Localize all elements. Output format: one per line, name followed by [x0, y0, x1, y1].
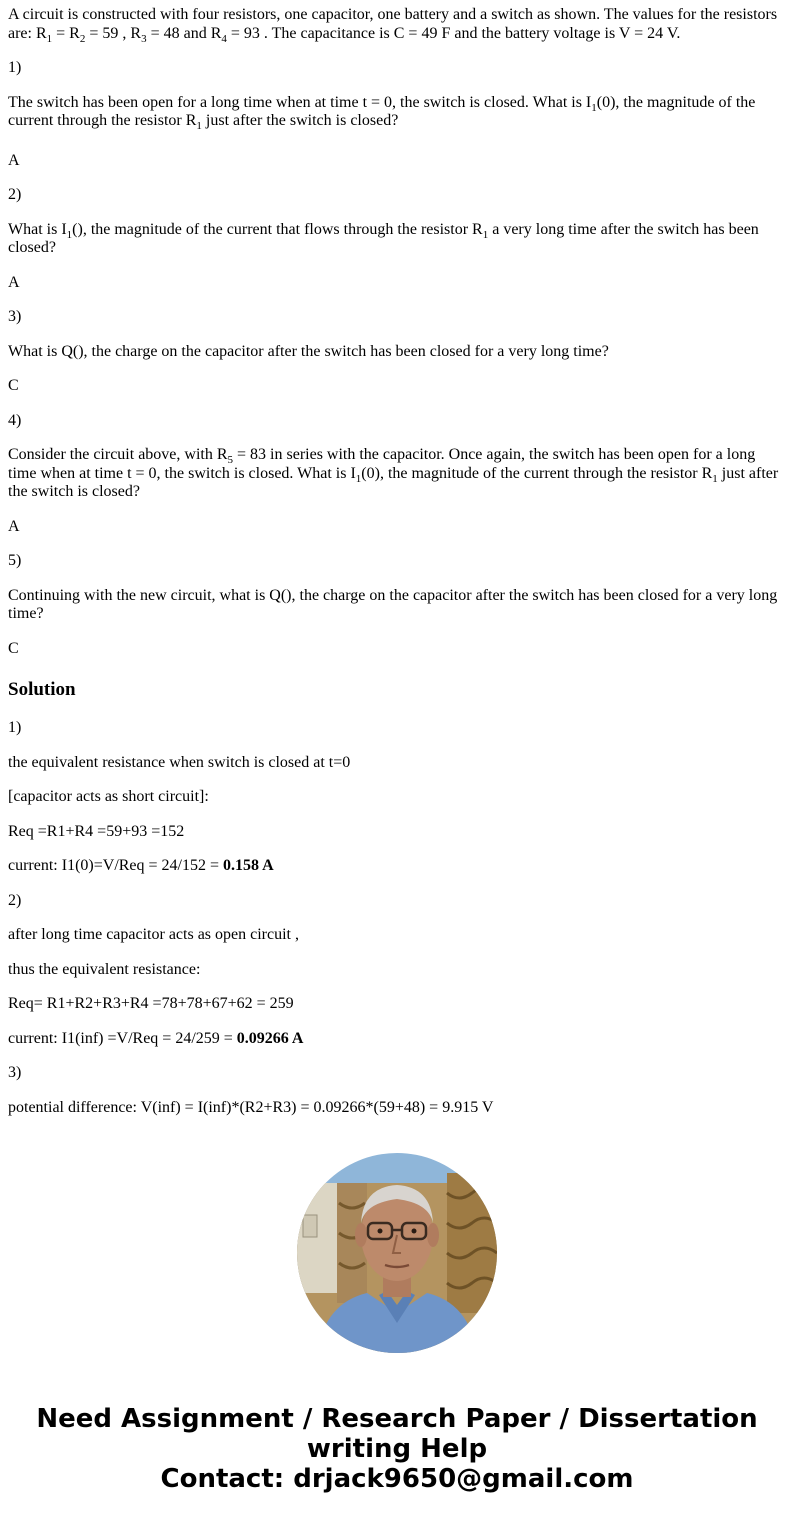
question-4-number: 4)	[8, 411, 22, 429]
question-1-unit: A	[8, 151, 20, 169]
solution-3-line-1: potential difference: V(inf) = I(inf)*(R2+R3) = 0.09266*(59+48) = 9.915 V	[8, 1098, 494, 1116]
contact-banner-line-1: Need Assignment / Research Paper / Dissertation	[36, 1404, 758, 1434]
problem-intro: A circuit is constructed with four resistors, one capacitor, one battery and a switch as shown. The values for the resistors are: $R_1 = R_2 = 59$ , $R_3 = 48$ and $R_4 = 93$ . The capacitance is C = 49 F and the battery voltage is V = 24 V.	[8, 6, 778, 45]
author-photo	[297, 1153, 497, 1353]
author-photo-illustration	[297, 1153, 497, 1353]
contact-banner	[0, 1404, 794, 1494]
solution-2-line-3: Req= R1+R2+R3+R4 =78+78+67+62 = 259	[8, 995, 294, 1012]
question-2-unit: A	[8, 273, 20, 291]
question-1-text: The switch has been open for a long time when at time t = 0, the switch is closed. What is $I_1(0)$, the magnitude of the current through the resistor $R_1$ just after the switch is closed?	[8, 93, 756, 132]
solution-3-number: 3)	[8, 1064, 22, 1081]
question-4-text: Consider the circuit above, with $R_5 = 83$ in series with the capacitor. Once again, the switch has been open for a long time when at time t = 0, the switch is closed. What is $I_1(0)$, the magnitude of the current through the resistor $R_1$ just after the switch is closed?	[8, 446, 779, 500]
solution-2-line-1: after long time capacitor acts as open circuit ,	[8, 926, 299, 943]
question-3-number: 3)	[8, 308, 22, 325]
question-5-number: 5)	[8, 552, 22, 569]
question-3-unit: C	[8, 377, 19, 394]
solution-1-line-2: [capacitor acts as short circuit]:	[8, 788, 209, 805]
contact-banner-line-3: Contact: drjack9650@gmail.com	[160, 1464, 634, 1494]
solution-1-line-4: current: I1(0)=V/Req = 24/152 = 0.158 A	[8, 857, 274, 874]
question-2-number: 2)	[8, 186, 22, 203]
question-2-text: What is $I_1()$, the magnitude of the current that flows through the resistor $R_1$ a very long time after the switch has been closed?	[8, 220, 759, 256]
question-1-number: 1)	[8, 59, 22, 76]
question-3-text: What is Q(), the charge on the capacitor after the switch has been closed for a very long time?	[8, 342, 609, 360]
contact-banner-line-2: writing Help	[306, 1434, 488, 1464]
solution-1-number: 1)	[8, 719, 22, 736]
solution-1-line-1: the equivalent resistance when switch is closed at t=0	[8, 753, 351, 771]
question-5-unit: C	[8, 639, 19, 657]
solution-1-line-3: Req =R1+R4 =59+93 =152	[8, 822, 185, 840]
question-4-unit: A	[8, 517, 20, 535]
solution-2-line-2: thus the equivalent resistance:	[8, 960, 201, 978]
question-5-text: Continuing with the new circuit, what is Q(), the charge on the capacitor after the switch has been closed for a very long time?	[8, 586, 778, 622]
solution-1-answer: 0.158 A	[223, 857, 274, 874]
solution-2-answer: 0.09266 A	[236, 1029, 304, 1047]
solution-heading: Solution	[8, 679, 76, 700]
solution-2-line-4: current: I1(inf) =V/Req = 24/259 = 0.09266 A	[8, 1029, 304, 1047]
solution-2-number: 2)	[8, 891, 22, 909]
